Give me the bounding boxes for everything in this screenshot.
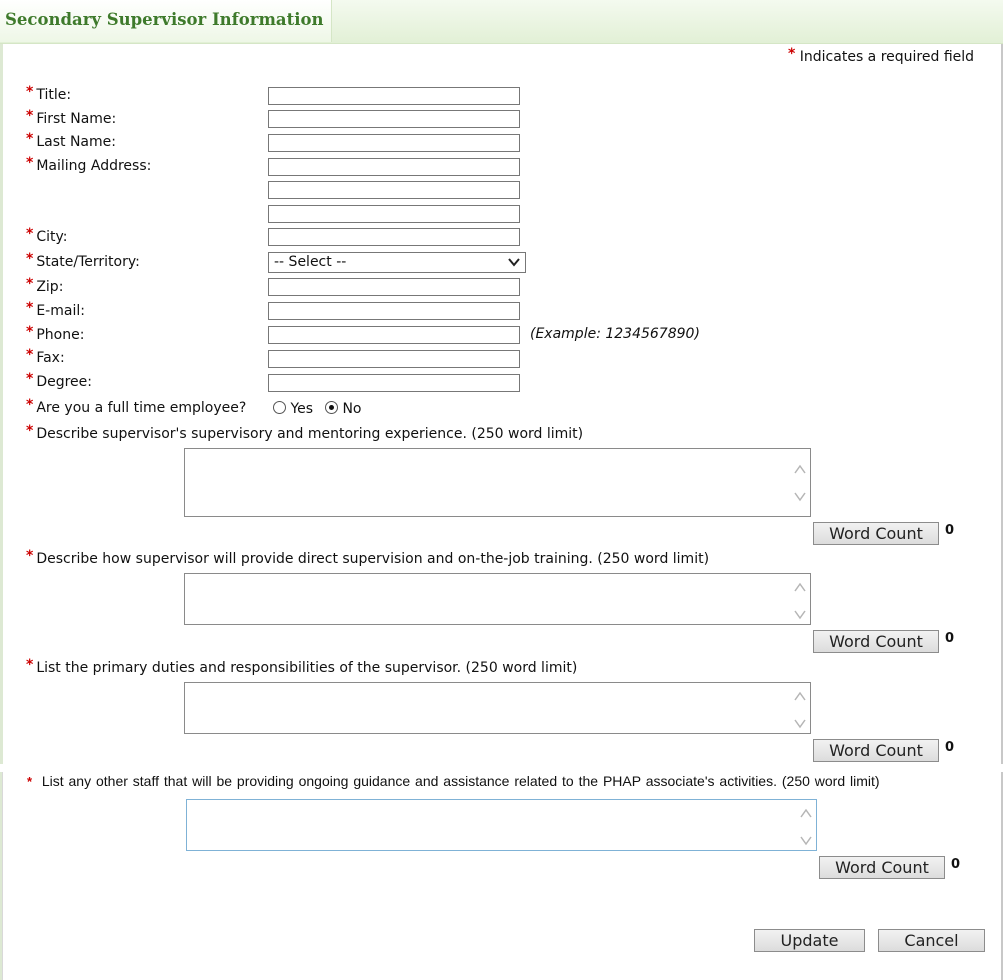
first-name-label: * First Name: <box>26 108 117 127</box>
email-input[interactable] <box>268 302 520 320</box>
full-time-yes-radio[interactable] <box>273 401 286 414</box>
full-time-yes-option[interactable] <box>273 401 313 417</box>
last-name-input[interactable] <box>268 134 520 152</box>
screenshot-seam <box>0 764 1003 772</box>
first-name-input[interactable] <box>268 110 520 128</box>
address-line1-input[interactable] <box>268 158 520 176</box>
question-1-label: * Describe supervisor's supervisory and mentoring experience. (250 word limit) <box>26 423 584 442</box>
zip-label: * Zip: <box>26 276 64 295</box>
question-1-textarea[interactable] <box>184 448 811 517</box>
full-time-no-radio[interactable] <box>325 401 338 414</box>
state-label: * State/Territory: <box>26 251 140 270</box>
question-4-textarea[interactable] <box>186 799 817 851</box>
address-line3-input[interactable] <box>268 205 520 223</box>
update-button[interactable]: Update <box>754 929 865 952</box>
question-4-label: * List any other staff that will be providing ongoing guidance and assistance related to the PHAP associate's activities. (250 word limit) <box>27 773 880 789</box>
city-input[interactable] <box>268 228 520 246</box>
full-time-yes-label: Yes <box>290 401 314 417</box>
question-2-label: * Describe how supervisor will provide direct supervision and on-the-job training. (250 word limit) <box>26 548 710 567</box>
question-3-label: * List the primary duties and responsibilities of the supervisor. (250 word limit) <box>26 657 578 676</box>
phone-input[interactable] <box>268 326 520 344</box>
word-count-value-1: 0 <box>945 523 955 538</box>
word-count-button-4[interactable]: Word Count <box>819 856 945 879</box>
question-3-textarea[interactable] <box>184 682 811 734</box>
fax-label: * Fax: <box>26 347 65 366</box>
phone-example-hint: (Example: 1234567890) <box>530 326 700 342</box>
city-label: * City: <box>26 226 68 245</box>
word-count-value-2: 0 <box>945 631 955 646</box>
required-field-note <box>788 46 975 65</box>
full-time-no-label: No <box>342 401 362 417</box>
textarea-scroll-arrows-icon[interactable] <box>792 453 808 513</box>
zip-input[interactable] <box>268 278 520 296</box>
word-count-button-2[interactable]: Word Count <box>813 630 939 653</box>
word-count-button-3[interactable]: Word Count <box>813 739 939 762</box>
textarea-scroll-arrows-icon[interactable] <box>798 804 814 850</box>
degree-input[interactable] <box>268 374 520 392</box>
full-time-label: * Are you a full time employee? <box>26 397 247 416</box>
word-count-button-1[interactable]: Word Count <box>813 522 939 545</box>
required-star: * <box>788 46 796 62</box>
cancel-button[interactable]: Cancel <box>878 929 985 952</box>
required-note-text: Indicates a required field <box>799 49 975 65</box>
state-select[interactable] <box>268 252 526 273</box>
full-time-no-option[interactable] <box>325 401 362 417</box>
textarea-scroll-arrows-icon[interactable] <box>792 687 808 733</box>
mailing-address-label: * Mailing Address: <box>26 155 152 174</box>
degree-label: * Degree: <box>26 371 92 390</box>
email-label: * E-mail: <box>26 300 85 319</box>
word-count-value-3: 0 <box>945 740 955 755</box>
fax-input[interactable] <box>268 350 520 368</box>
chevron-down-icon <box>507 255 521 269</box>
question-2-textarea[interactable] <box>184 573 811 625</box>
section-title: Secondary Supervisor Information <box>5 10 324 29</box>
section-header-bar <box>0 0 1003 44</box>
phone-label: * Phone: <box>26 324 85 343</box>
word-count-value-4: 0 <box>951 857 961 872</box>
textarea-scroll-arrows-icon[interactable] <box>792 578 808 624</box>
last-name-label: * Last Name: <box>26 131 116 150</box>
state-selected-value: -- Select -- <box>274 254 347 270</box>
title-label: * Title: <box>26 84 72 103</box>
address-line2-input[interactable] <box>268 181 520 199</box>
title-input[interactable] <box>268 87 520 105</box>
section-header-tab <box>0 0 332 42</box>
